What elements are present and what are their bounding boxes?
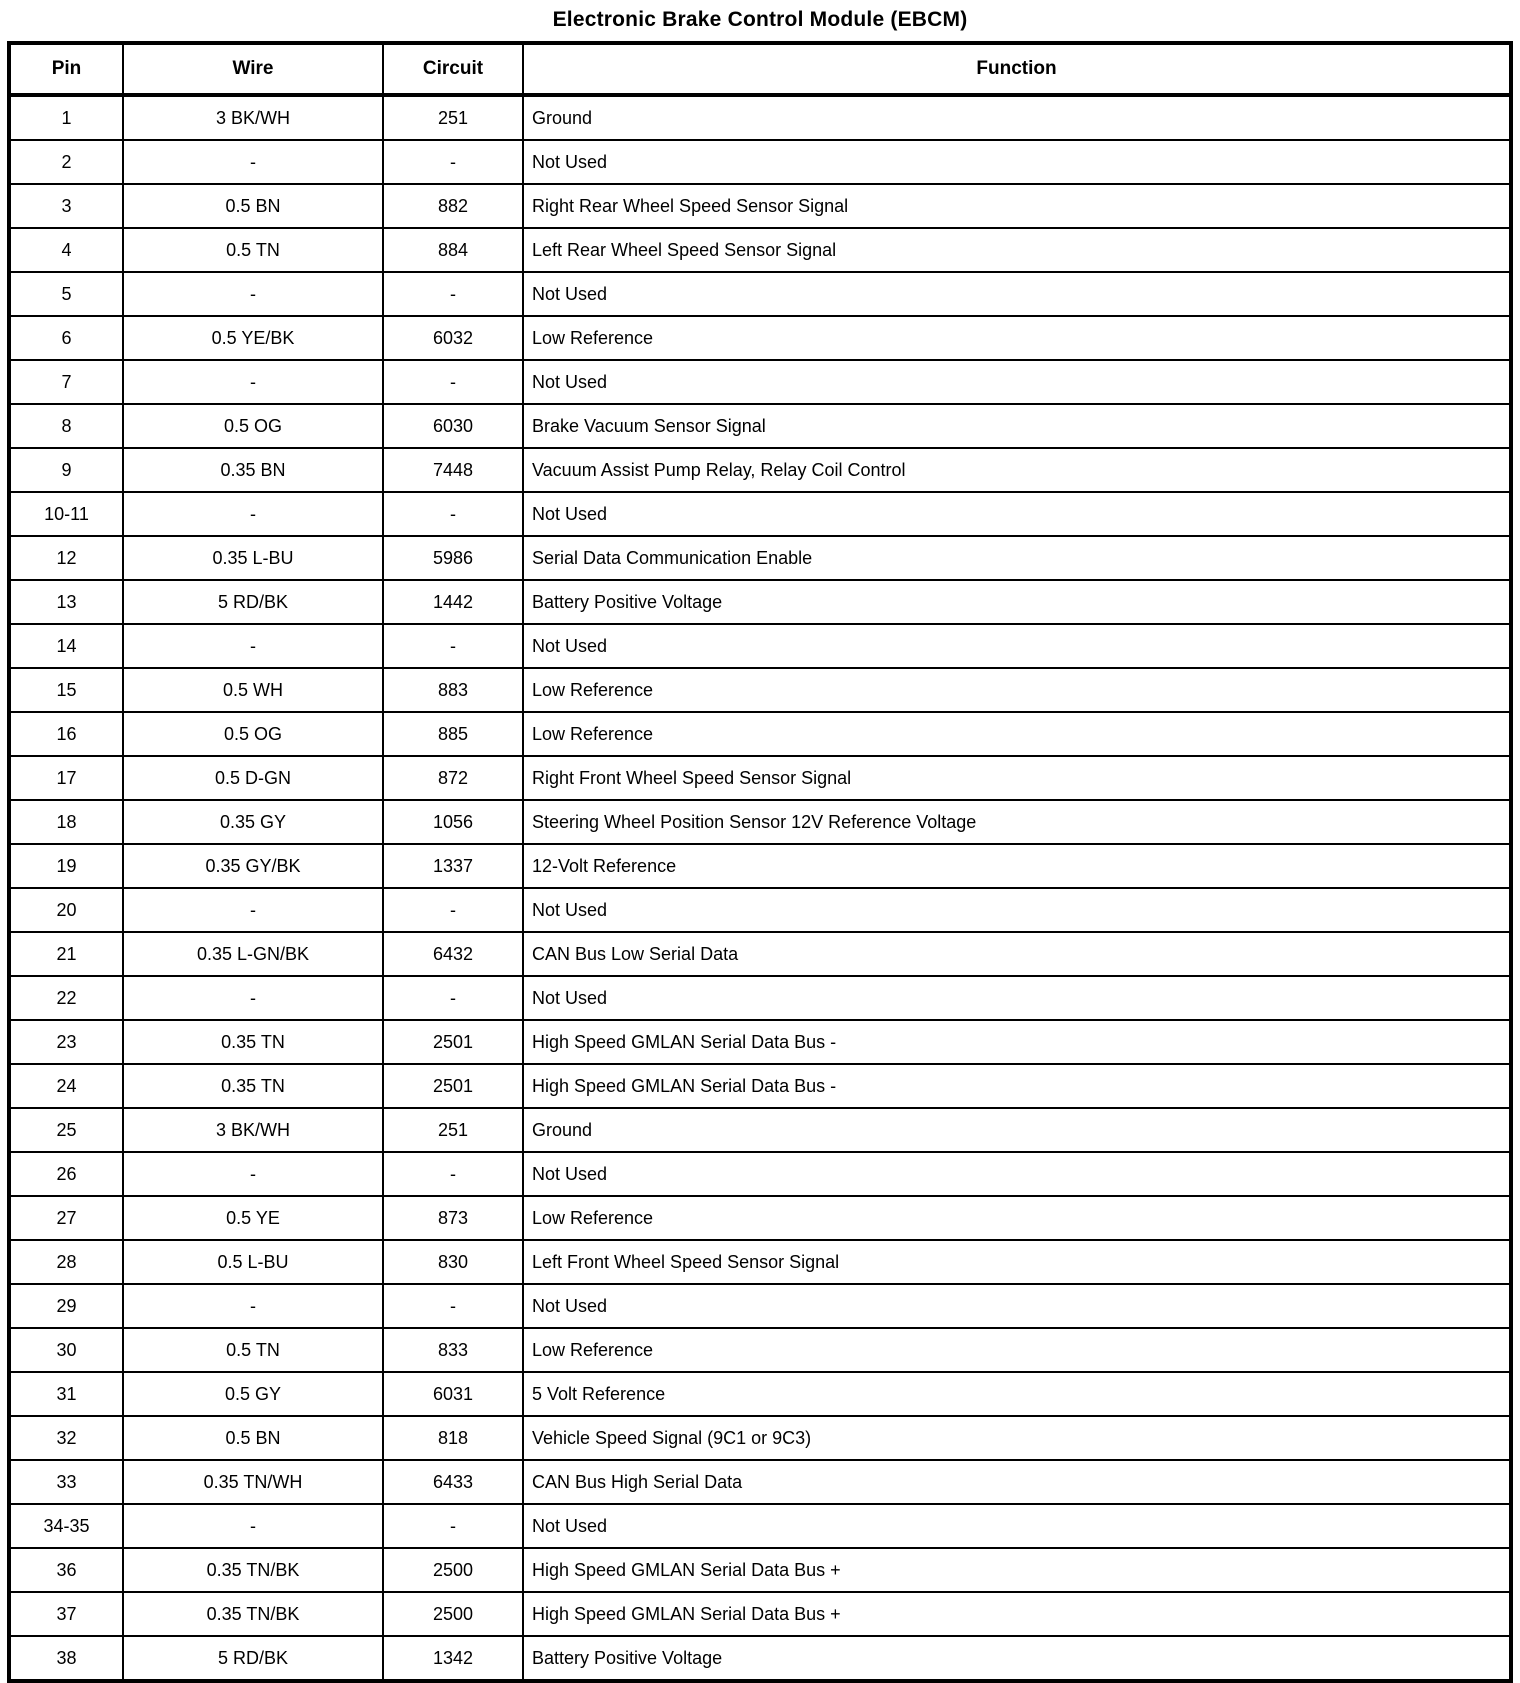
wire-cell: 0.5 BN (123, 1416, 383, 1460)
wire-cell: 0.35 BN (123, 448, 383, 492)
table-row (9, 272, 1511, 316)
pin-cell: 36 (9, 1548, 123, 1592)
circuit-cell: - (383, 976, 523, 1020)
table-row (9, 1592, 1511, 1636)
wire-cell: - (123, 624, 383, 668)
pin-cell: 10-11 (9, 492, 123, 536)
table-row (9, 1152, 1511, 1196)
function-cell: CAN Bus High Serial Data (523, 1460, 1511, 1504)
function-cell: High Speed GMLAN Serial Data Bus - (523, 1020, 1511, 1064)
wire-cell: - (123, 1504, 383, 1548)
pin-cell: 29 (9, 1284, 123, 1328)
circuit-cell: 251 (383, 1108, 523, 1152)
table-row (9, 228, 1511, 272)
circuit-cell: 1337 (383, 844, 523, 888)
pin-cell: 34-35 (9, 1504, 123, 1548)
wire-cell: - (123, 360, 383, 404)
pin-cell: 3 (9, 184, 123, 228)
circuit-cell: 6031 (383, 1372, 523, 1416)
table-row (9, 316, 1511, 360)
wire-cell: 0.5 YE (123, 1196, 383, 1240)
table-row (9, 580, 1511, 624)
function-cell: Battery Positive Voltage (523, 580, 1511, 624)
table-row (9, 668, 1511, 712)
circuit-cell: - (383, 624, 523, 668)
table-row (9, 624, 1511, 668)
table-row (9, 712, 1511, 756)
table-row (9, 1460, 1511, 1504)
table-row (9, 536, 1511, 580)
pin-cell: 4 (9, 228, 123, 272)
function-cell: Left Rear Wheel Speed Sensor Signal (523, 228, 1511, 272)
circuit-cell: 1056 (383, 800, 523, 844)
circuit-cell: 2500 (383, 1548, 523, 1592)
function-cell: High Speed GMLAN Serial Data Bus + (523, 1548, 1511, 1592)
function-cell: Serial Data Communication Enable (523, 536, 1511, 580)
function-cell: Right Rear Wheel Speed Sensor Signal (523, 184, 1511, 228)
circuit-cell: 7448 (383, 448, 523, 492)
wire-cell: 0.35 TN/BK (123, 1592, 383, 1636)
function-cell: Not Used (523, 1504, 1511, 1548)
function-cell: Low Reference (523, 1328, 1511, 1372)
wire-cell: 0.35 L-BU (123, 536, 383, 580)
header-cell-wire: Wire (123, 43, 383, 95)
table-row (9, 1108, 1511, 1152)
pin-cell: 37 (9, 1592, 123, 1636)
table-row (9, 1328, 1511, 1372)
table-row (9, 756, 1511, 800)
wire-cell: 0.5 BN (123, 184, 383, 228)
wire-cell: - (123, 272, 383, 316)
pin-cell: 24 (9, 1064, 123, 1108)
wire-cell: 0.35 TN/BK (123, 1548, 383, 1592)
circuit-cell: - (383, 1152, 523, 1196)
function-cell: Not Used (523, 140, 1511, 184)
wire-cell: - (123, 492, 383, 536)
table-row (9, 976, 1511, 1020)
circuit-cell: 872 (383, 756, 523, 800)
circuit-cell: 873 (383, 1196, 523, 1240)
function-cell: Steering Wheel Position Sensor 12V Reference Voltage (523, 800, 1511, 844)
pin-cell: 1 (9, 95, 123, 140)
pin-cell: 33 (9, 1460, 123, 1504)
circuit-cell: 2500 (383, 1592, 523, 1636)
circuit-cell: - (383, 360, 523, 404)
circuit-cell: - (383, 888, 523, 932)
pin-cell: 8 (9, 404, 123, 448)
function-cell: Low Reference (523, 712, 1511, 756)
pin-cell: 32 (9, 1416, 123, 1460)
pin-cell: 30 (9, 1328, 123, 1372)
pin-cell: 19 (9, 844, 123, 888)
pin-cell: 14 (9, 624, 123, 668)
wire-cell: 3 BK/WH (123, 95, 383, 140)
circuit-cell: - (383, 272, 523, 316)
pin-cell: 31 (9, 1372, 123, 1416)
header-cell-function: Function (523, 43, 1511, 95)
pin-cell: 21 (9, 932, 123, 976)
table-row (9, 1020, 1511, 1064)
pin-cell: 23 (9, 1020, 123, 1064)
wire-cell: - (123, 1284, 383, 1328)
circuit-cell: 5986 (383, 536, 523, 580)
wire-cell: 0.35 L-GN/BK (123, 932, 383, 976)
wire-cell: 0.35 TN (123, 1020, 383, 1064)
circuit-cell: 882 (383, 184, 523, 228)
circuit-cell: 6433 (383, 1460, 523, 1504)
wire-cell: 5 RD/BK (123, 1636, 383, 1681)
table-row (9, 1416, 1511, 1460)
table-row (9, 844, 1511, 888)
wire-cell: 0.5 OG (123, 712, 383, 756)
function-cell: Not Used (523, 1284, 1511, 1328)
circuit-cell: 6032 (383, 316, 523, 360)
circuit-cell: 2501 (383, 1020, 523, 1064)
pin-cell: 15 (9, 668, 123, 712)
table-row (9, 1548, 1511, 1592)
function-cell: Low Reference (523, 668, 1511, 712)
function-cell: 12-Volt Reference (523, 844, 1511, 888)
pin-cell: 38 (9, 1636, 123, 1681)
wire-cell: 0.5 YE/BK (123, 316, 383, 360)
header-cell-circuit: Circuit (383, 43, 523, 95)
circuit-cell: 6432 (383, 932, 523, 976)
table-row (9, 360, 1511, 404)
pin-cell: 26 (9, 1152, 123, 1196)
table-header-row (9, 43, 1511, 95)
pin-cell: 25 (9, 1108, 123, 1152)
pin-cell: 5 (9, 272, 123, 316)
wire-cell: - (123, 976, 383, 1020)
table-row (9, 404, 1511, 448)
table-row (9, 492, 1511, 536)
pinout-table (7, 41, 1513, 1683)
wire-cell: 3 BK/WH (123, 1108, 383, 1152)
circuit-cell: 1442 (383, 580, 523, 624)
circuit-cell: 6030 (383, 404, 523, 448)
pin-cell: 16 (9, 712, 123, 756)
function-cell: Not Used (523, 1152, 1511, 1196)
pin-cell: 28 (9, 1240, 123, 1284)
function-cell: Battery Positive Voltage (523, 1636, 1511, 1681)
wire-cell: - (123, 1152, 383, 1196)
pin-cell: 20 (9, 888, 123, 932)
pin-cell: 17 (9, 756, 123, 800)
wire-cell: 0.5 WH (123, 668, 383, 712)
circuit-cell: 830 (383, 1240, 523, 1284)
pin-cell: 7 (9, 360, 123, 404)
pin-cell: 22 (9, 976, 123, 1020)
wire-cell: 0.35 GY (123, 800, 383, 844)
table-row (9, 1064, 1511, 1108)
function-cell: Right Front Wheel Speed Sensor Signal (523, 756, 1511, 800)
page-title: Electronic Brake Control Module (EBCM) (552, 8, 968, 31)
wire-cell: 0.5 OG (123, 404, 383, 448)
circuit-cell: - (383, 492, 523, 536)
circuit-cell: - (383, 1284, 523, 1328)
pin-cell: 9 (9, 448, 123, 492)
function-cell: Left Front Wheel Speed Sensor Signal (523, 1240, 1511, 1284)
table-row (9, 448, 1511, 492)
wire-cell: 0.5 D-GN (123, 756, 383, 800)
pin-cell: 6 (9, 316, 123, 360)
table-row (9, 1504, 1511, 1548)
circuit-cell: 883 (383, 668, 523, 712)
function-cell: Low Reference (523, 316, 1511, 360)
circuit-cell: 884 (383, 228, 523, 272)
circuit-cell: - (383, 1504, 523, 1548)
pin-cell: 12 (9, 536, 123, 580)
function-cell: High Speed GMLAN Serial Data Bus - (523, 1064, 1511, 1108)
circuit-cell: 1342 (383, 1636, 523, 1681)
table-row (9, 932, 1511, 976)
table-row (9, 95, 1511, 140)
pin-cell: 2 (9, 140, 123, 184)
wire-cell: - (123, 140, 383, 184)
function-cell: Low Reference (523, 1196, 1511, 1240)
function-cell: Not Used (523, 272, 1511, 316)
table-row (9, 800, 1511, 844)
table-row (9, 1196, 1511, 1240)
function-cell: Vehicle Speed Signal (9C1 or 9C3) (523, 1416, 1511, 1460)
circuit-cell: 818 (383, 1416, 523, 1460)
pin-cell: 13 (9, 580, 123, 624)
table-row (9, 1636, 1511, 1681)
circuit-cell: 885 (383, 712, 523, 756)
function-cell: 5 Volt Reference (523, 1372, 1511, 1416)
wire-cell: 0.5 TN (123, 228, 383, 272)
header-cell-pin: Pin (9, 43, 123, 95)
table-row (9, 888, 1511, 932)
table-row (9, 140, 1511, 184)
table-row (9, 1284, 1511, 1328)
table-row (9, 184, 1511, 228)
wire-cell: 0.35 TN/WH (123, 1460, 383, 1504)
circuit-cell: - (383, 140, 523, 184)
function-cell: Brake Vacuum Sensor Signal (523, 404, 1511, 448)
circuit-cell: 2501 (383, 1064, 523, 1108)
table-row (9, 1372, 1511, 1416)
function-cell: Not Used (523, 360, 1511, 404)
function-cell: Vacuum Assist Pump Relay, Relay Coil Control (523, 448, 1511, 492)
function-cell: Not Used (523, 492, 1511, 536)
function-cell: Not Used (523, 976, 1511, 1020)
table-body (9, 95, 1511, 1681)
table-row (9, 1240, 1511, 1284)
wire-cell: 0.35 TN (123, 1064, 383, 1108)
circuit-cell: 251 (383, 95, 523, 140)
wire-cell: 0.5 TN (123, 1328, 383, 1372)
function-cell: CAN Bus Low Serial Data (523, 932, 1511, 976)
function-cell: Ground (523, 1108, 1511, 1152)
wire-cell: 0.35 GY/BK (123, 844, 383, 888)
wire-cell: 0.5 L-BU (123, 1240, 383, 1284)
circuit-cell: 833 (383, 1328, 523, 1372)
pin-cell: 18 (9, 800, 123, 844)
wire-cell: 5 RD/BK (123, 580, 383, 624)
pin-cell: 27 (9, 1196, 123, 1240)
wire-cell: 0.5 GY (123, 1372, 383, 1416)
function-cell: Not Used (523, 624, 1511, 668)
function-cell: Ground (523, 95, 1511, 140)
function-cell: High Speed GMLAN Serial Data Bus + (523, 1592, 1511, 1636)
function-cell: Not Used (523, 888, 1511, 932)
wire-cell: - (123, 888, 383, 932)
